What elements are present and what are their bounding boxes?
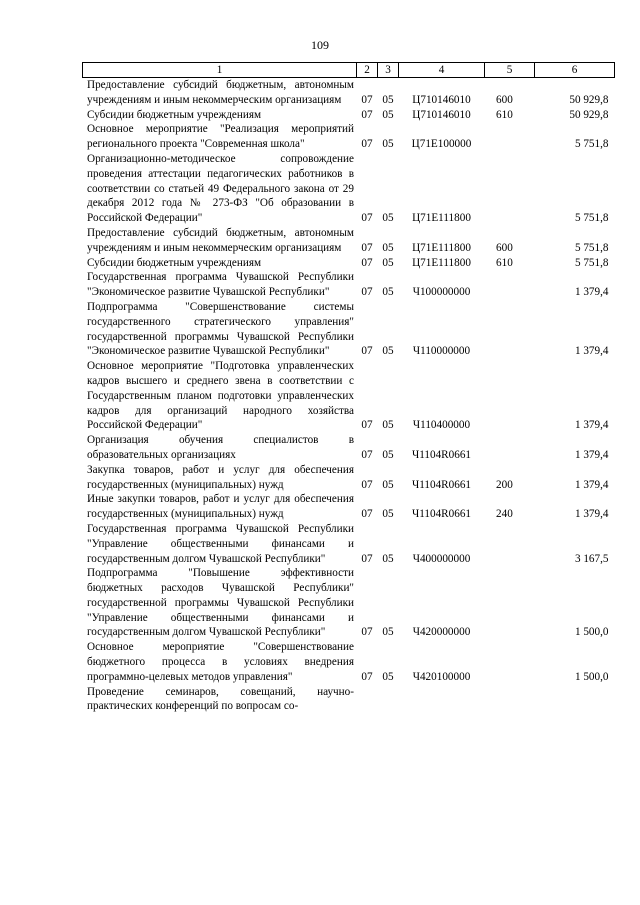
col-header-4: 4 [399,63,485,78]
table-header-row [83,63,615,78]
row-name: Иные закупки товаров, работ и услуг для обеспечения государственных (муниципальных) нужд [87,493,354,521]
row-amount: 5 751,8 [574,212,609,225]
row-name: Государственная программа Чувашской Республики "Экономическое развитие Чувашской Республики" [87,271,354,299]
row-subsection: 05 [382,552,394,565]
row-section: 07 [361,552,373,565]
row-target-code: Ц71Е111800 [412,241,471,254]
row-name: Предоставление субсидий бюджетным, автономным учреждениям и иным некоммерческим организациям [87,226,354,254]
row-target-code: Ч1104R0661 [411,448,472,461]
row-section: 07 [361,138,373,151]
row-expense-type: 600 [496,93,513,106]
page-number: 109 [311,38,329,52]
row-target-code: Ц71Е100000 [411,138,472,151]
row-section: 07 [361,286,373,299]
row-expense-type [485,433,535,463]
table-row [83,122,615,152]
table-row [83,566,615,640]
row-expense-type [485,359,535,433]
row-amount: 1 379,4 [574,448,609,461]
row-name: Предоставление субсидий бюджетным, автономным учреждениям и иным некоммерческим организациям [87,79,354,106]
row-subsection: 05 [382,286,394,299]
row-subsection: 05 [382,508,394,521]
row-section: 07 [361,419,373,432]
col-header-5: 5 [485,63,535,78]
row-expense-type [485,685,535,715]
row-amount: 1 379,4 [574,419,609,432]
table-row [83,433,615,463]
row-name: Подпрограмма "Совершенствование системы государственного стратегического управления" государственной программы Чувашской Республики "Экономическое развитие Чувашской Республики" [87,300,354,358]
row-name: Субсидии бюджетным учреждениям [87,256,262,269]
row-amount: 1 500,0 [574,626,609,639]
row-section: 07 [361,256,373,269]
row-target-code: Ч1104R0661 [411,478,472,491]
row-expense-type: 600 [496,241,513,254]
row-section: 07 [361,108,373,121]
row-expense-type: 610 [496,108,513,121]
row-expense-type [485,640,535,684]
row-amount: 1 379,4 [574,286,609,299]
row-subsection: 05 [382,670,394,683]
row-amount: 5 751,8 [574,138,609,151]
row-target-code: Ч110000000 [412,345,471,358]
table-row [83,152,615,226]
row-expense-type: 200 [496,478,513,491]
row-target-code: Ц710146010 [412,93,471,106]
row-subsection: 05 [382,108,394,121]
row-expense-type [485,522,535,566]
row-section: 07 [361,212,373,225]
table-row [83,300,615,359]
row-name: Проведение семинаров, совещаний, научно-практических конференций по вопросам со- [87,685,354,713]
table-row [83,463,615,493]
row-expense-type: 610 [496,256,513,269]
row-subsection: 05 [382,241,394,254]
row-subsection: 05 [382,138,394,151]
row-section: 07 [361,345,373,358]
row-expense-type [485,122,535,152]
row-amount [535,685,615,715]
table-row [83,256,615,271]
row-subsection: 05 [382,626,394,639]
row-name: Подпрограмма "Повышение эффективности бюджетных расходов Чувашской Республики" государственной программы Чувашской Республики "Управление общественными финансами и государственным долгом Чувашской Республики" [87,567,354,639]
row-section: 07 [361,448,373,461]
row-expense-type [485,566,535,640]
row-subsection: 05 [382,93,394,106]
table-row [83,359,615,433]
row-section: 07 [361,478,373,491]
row-subsection: 05 [382,419,394,432]
col-header-1: 1 [83,63,357,78]
row-target-code: Ч400000000 [412,552,471,565]
budget-table [82,62,615,714]
row-target-code: Ч1104R0661 [411,508,472,521]
col-header-6: 6 [535,63,615,78]
col-header-2: 2 [357,63,378,78]
row-amount: 1 379,4 [574,345,609,358]
row-amount: 1 379,4 [574,478,609,491]
row-subsection [378,685,399,715]
row-name: Основное мероприятие "Совершенствование бюджетного процесса в условиях внедрения программно-целевых методов управления" [87,641,354,683]
row-name: Субсидии бюджетным учреждениям [87,108,262,121]
row-section: 07 [361,241,373,254]
row-subsection: 05 [382,478,394,491]
row-subsection: 05 [382,448,394,461]
table-row [83,522,615,566]
row-expense-type [485,152,535,226]
row-name: Закупка товаров, работ и услуг для обеспечения государственных (муниципальных) нужд [87,463,354,491]
table-row [83,270,615,300]
row-amount: 5 751,8 [574,241,609,254]
row-name: Основное мероприятие "Реализация мероприятий регионального проекта "Современная школа" [87,123,354,151]
row-target-code: Ц71Е111800 [412,212,471,225]
row-name: Организационно-методическое сопровождение проведения аттестации педагогических работников в соответствии со статьей 49 Федерального закона от 29 декабря 2012 года № 273-ФЗ "Об образовании в Российской Федерации" [87,152,354,225]
table-row [83,226,615,256]
row-amount: 50 929,8 [569,108,609,121]
table-row [83,640,615,684]
row-amount: 5 751,8 [574,256,609,269]
table-row [83,108,615,123]
row-target-code: Ц710146010 [412,108,471,121]
row-name: Основное мероприятие "Подготовка управленческих кадров высшего и среднего звена в соответствии с Государственным планом подготовки управленческих кадров для организаций народного хозяйства Российской Федерации" [87,360,354,432]
row-subsection: 05 [382,345,394,358]
row-target-code [399,685,485,715]
row-target-code: Ч420000000 [412,626,471,639]
row-section: 07 [361,93,373,106]
table-row [83,492,615,522]
row-section [357,685,378,715]
row-target-code: Ц71Е111800 [412,256,471,269]
table-row [83,685,615,715]
row-amount: 1 500,0 [574,670,609,683]
row-section: 07 [361,670,373,683]
col-header-3: 3 [378,63,399,78]
row-target-code: Ч110400000 [412,419,471,432]
row-amount: 3 167,5 [574,552,609,565]
row-target-code: Ч420100000 [412,670,471,683]
row-subsection: 05 [382,256,394,269]
row-expense-type [485,300,535,359]
row-expense-type: 240 [496,508,513,521]
row-section: 07 [361,626,373,639]
row-amount: 1 379,4 [574,508,609,521]
row-target-code: Ч100000000 [412,286,471,299]
row-section: 07 [361,508,373,521]
table-row [83,78,615,108]
row-name: Государственная программа Чувашской Республики "Управление общественными финансами и государственным долгом Чувашской Республики" [87,522,354,565]
row-name: Организация обучения специалистов в образовательных организациях [87,434,354,461]
row-expense-type [485,270,535,300]
row-amount: 50 929,8 [569,93,609,106]
row-subsection: 05 [382,212,394,225]
